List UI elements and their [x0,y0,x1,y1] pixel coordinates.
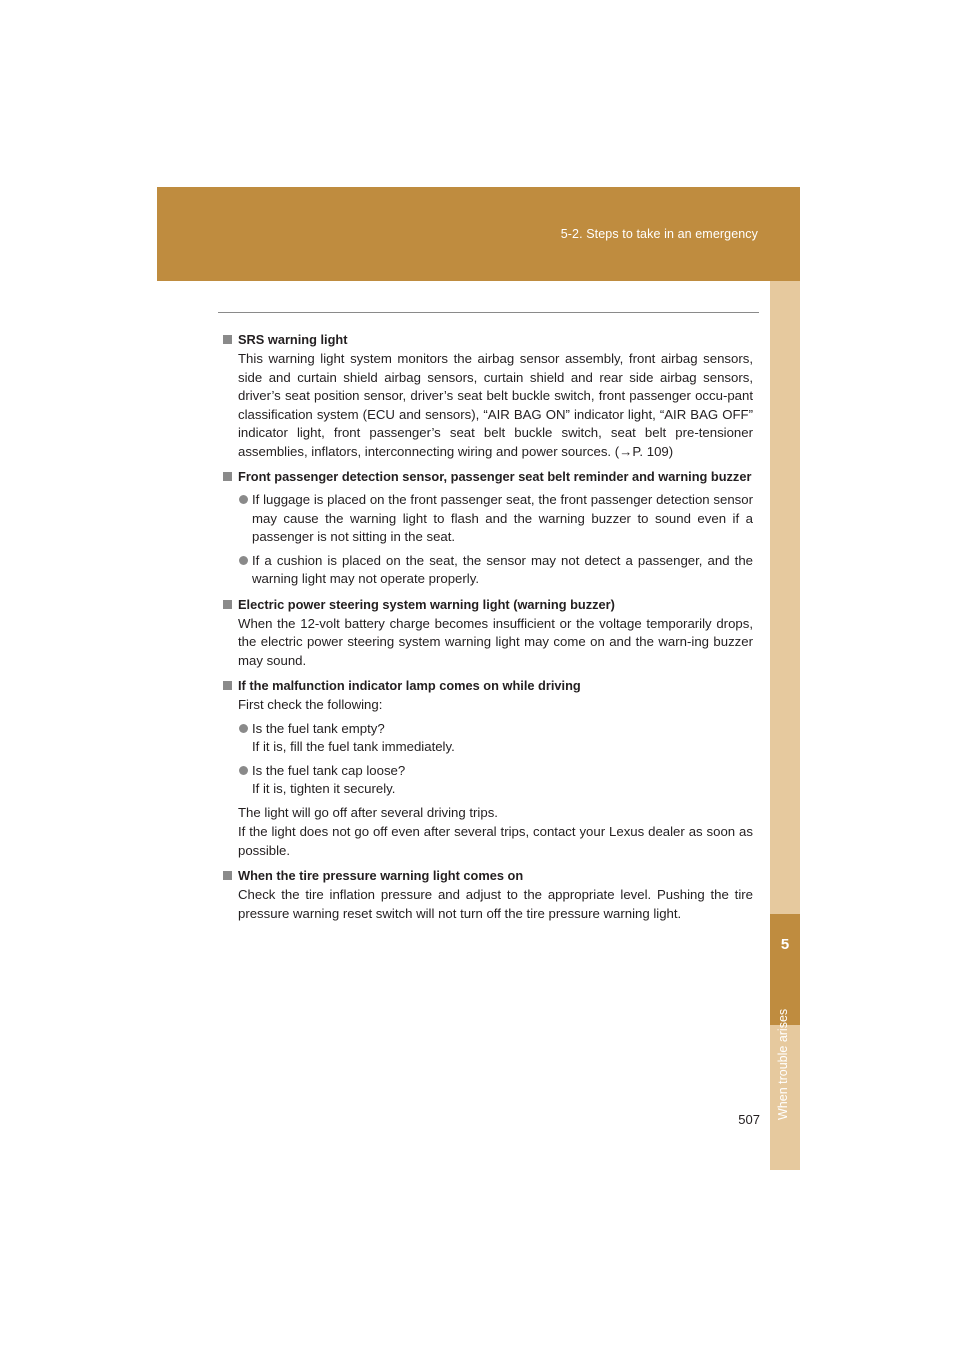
section-heading: Electric power steering system warning light (warning buzzer) [222,595,753,614]
section-heading: When the tire pressure warning light comes on [222,866,753,885]
list-item: If a cushion is placed on the seat, the sensor may not detect a passenger, and the warning light may not operate properly. [222,552,753,589]
page-content [222,330,753,929]
section-intro: First check the following: [238,697,383,712]
section-paragraph: This warning light system monitors the airbag sensor assembly, front airbag sensors, side and curtain shield airbag sensors, curtain shield and rear side airbag sensors, driver’s seat position sensor, driver’s seat belt buckle switch, front passenger occu-pant classification system (ECU and sensors), “AIR BAG ON” indicator light, “AIR BAG OFF” indicator light, front passenger’s seat belt buckle switch, seat belt pre-tensioner assemblies, inflators, interconnecting wiring and power sources. (→P. 109) [238,351,753,459]
section-srs-warning-light [222,330,753,461]
circle-bullet-icon [239,766,248,775]
section-electric-power-steering [222,595,753,671]
list-item: If luggage is placed on the front passenger seat, the front passenger detection sensor may cause the warning light to flash and the warning buzzer to sound even if a passenger is not sitting in the seat. [222,491,753,547]
square-bullet-icon [223,472,232,481]
section-heading: If the malfunction indicator lamp comes on while driving [222,676,753,695]
section-heading: SRS warning light [222,330,753,349]
section-paragraph: Check the tire inflation pressure and adjust to the appropriate level. Pushing the tire pressure warning reset switch will not turn off the tire pressure warning light. [238,887,753,921]
circle-bullet-icon [239,556,248,565]
square-bullet-icon [223,600,232,609]
circle-bullet-icon [239,724,248,733]
list-item: Is the fuel tank empty? If it is, fill the fuel tank immediately. [222,720,753,757]
square-bullet-icon [223,335,232,344]
section-front-passenger-detection [222,467,753,589]
chapter-number: 5 [780,936,790,953]
header-band [157,187,800,281]
section-tire-pressure-warning [222,866,753,923]
chapter-label: When trouble arises [776,1008,790,1120]
top-rule [218,312,759,313]
section-heading: Front passenger detection sensor, passenger seat belt reminder and warning buzzer [222,467,753,486]
page-number: 507 [738,1112,760,1127]
square-bullet-icon [223,871,232,880]
square-bullet-icon [223,681,232,690]
section-paragraph: When the 12-volt battery charge becomes insufficient or the voltage temporarily drops, the electric power steering system warning light may come on and the warn-ing buzzer may sound. [238,615,753,668]
section-title: 5-2. Steps to take in an emergency [560,227,758,241]
section-outro-line: If the light does not go off even after several trips, contact your Lexus dealer as soon as possible. [238,824,753,858]
section-malfunction-indicator-lamp [222,676,753,860]
list-item: Is the fuel tank cap loose? If it is, tighten it securely. [222,762,753,799]
circle-bullet-icon [239,495,248,504]
section-outro-line: The light will go off after several driving trips. [238,804,498,820]
